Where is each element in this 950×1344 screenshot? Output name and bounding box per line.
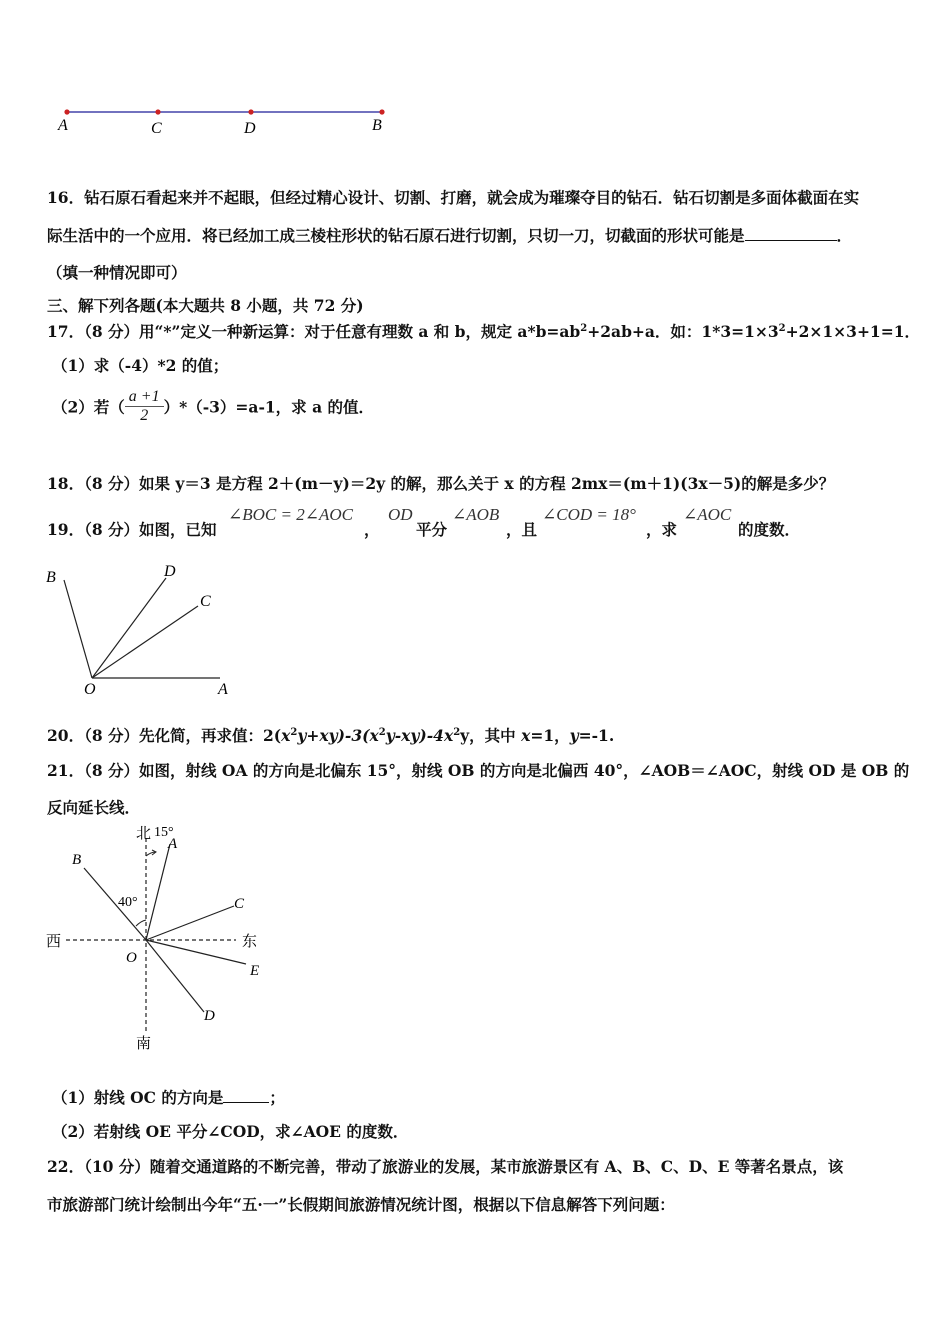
q17-fraction (125, 388, 164, 425)
q17-frac-den: 2 (140, 407, 149, 424)
q17-stem (47, 320, 920, 342)
ray-oa (146, 844, 170, 940)
ray-ob (64, 580, 92, 678)
q20-g: y-xy)-4 (385, 726, 444, 745)
q19-angle-figure (40, 560, 250, 700)
q22-line2: 市旅游部门统计绘制出今年“五·一”长假期间旅游情况统计图，根据以下信息解答下列问题： (47, 1195, 675, 1214)
q19-label-c: C (200, 593, 211, 610)
q19-text: 19．（8 分）如图，已知 (47, 520, 217, 539)
q21-line2: 反向延长线． (47, 798, 141, 817)
q17-stem-d: +2×1×3+1=1． (785, 322, 920, 341)
label-north: 北 (136, 826, 152, 842)
q17-sup1: 2 (580, 322, 588, 334)
q21-part2: （2）若射线 OE 平分∠COD，求∠AOE 的度数． (52, 1122, 409, 1141)
label-b: B (372, 117, 382, 134)
q16-line3: （填一种情况即可） (47, 263, 187, 282)
label-e: E (250, 963, 260, 979)
q20-sup2: 2 (378, 726, 386, 738)
label-a: A (168, 836, 178, 852)
q16-line2 (47, 224, 852, 246)
q20-n: =-1. (578, 726, 615, 745)
q19-label-b: B (46, 569, 56, 586)
q17-stem-a: 17．（8 分）用 (47, 322, 155, 341)
q20-a: 20．（8 分）先化简，再求值：2( (47, 726, 282, 745)
q20-d: y+xy)-3( (297, 726, 370, 745)
q20-j: y，其中 (460, 726, 522, 745)
label-a: A (58, 117, 68, 134)
q17-stem-b: “*”定义一种新运算：对于任意有理数 a 和 b，规定 a*b=ab (154, 322, 581, 341)
point-a (64, 109, 69, 114)
q20-m: y (569, 726, 579, 745)
segment-figure (40, 95, 420, 145)
label-angle-40: 40° (118, 895, 138, 910)
q21-compass-figure (40, 822, 280, 1062)
q19-label-a: A (218, 681, 228, 698)
label-angle-15: 15° (154, 825, 174, 840)
point-c (155, 109, 160, 114)
q21-answer-blank[interactable] (223, 1088, 269, 1103)
section3-title: 三、解下列各题(本大题共 8 小题，共 72 分) (47, 296, 364, 315)
q20-sup3: 2 (453, 726, 461, 738)
q17-stem-c: +2ab+a．如：1*3=1×3 (587, 322, 779, 341)
q19-label-d: D (164, 563, 176, 580)
label-east: 东 (242, 934, 258, 950)
q16-line2-end: ． (836, 226, 853, 245)
q17-sup2: 2 (778, 322, 786, 334)
label-o: O (126, 950, 137, 966)
q20-x2: x (369, 726, 379, 745)
q21-part1 (52, 1086, 285, 1108)
point-d (248, 109, 253, 114)
q20-k: x (521, 726, 531, 745)
q19-text-bisect: 平分 (416, 520, 448, 539)
q16-line1: 16．钻石原石看起来并不起眼，但经过精心设计、切割、打磨，就会成为璀璨夺目的钻石．钻石切割是多面体截面在实 (47, 188, 860, 207)
q20-x1: x (281, 726, 291, 745)
label-d: D (244, 120, 256, 137)
q20-text (47, 724, 614, 746)
q19-label-o: O (84, 681, 96, 698)
q21-line1: 21．（8 分）如图，射线 OA 的方向是北偏东 15°，射线 OB 的方向是北偏西 40°，∠AOB＝∠AOC，射线 OD 是 OB 的 (47, 761, 910, 780)
q22-line1: 22．（10 分）随着交通道路的不断完善，带动了旅游业的发展，某市旅游景区有 A、B、C、D、E 等著名景点，该 (47, 1157, 844, 1176)
q16-answer-blank[interactable] (745, 226, 837, 241)
point-b (379, 109, 384, 114)
ray-oe (146, 940, 246, 964)
ray-oc (146, 906, 234, 940)
q17-part2-b: ）*（-3）=a-1，求 a 的值． (163, 397, 375, 417)
q20-sup1: 2 (290, 726, 298, 738)
q17-frac-num: a +1 (125, 388, 164, 407)
q20-l: =1， (530, 726, 570, 745)
label-b: B (72, 852, 82, 868)
q17-part1: （1）求（-4）*2 的值； (52, 356, 229, 375)
ray-od (92, 578, 166, 678)
q21-part1-a: （1）射线 OC 的方向是 (52, 1088, 224, 1107)
ray-od (146, 940, 204, 1012)
q19-math-aoc: ∠AOC (683, 505, 732, 524)
q19-text-end: 的度数． (738, 520, 801, 539)
q20-x3: x (443, 726, 454, 745)
ray-oc (92, 606, 198, 678)
arc-40 (136, 920, 146, 926)
label-d: D (204, 1008, 215, 1024)
label-c: C (234, 896, 245, 912)
q19-math-od: OD (388, 505, 413, 524)
q19-math-boc: ∠BOC = 2∠AOC (228, 505, 353, 524)
q18-text: 18．（8 分）如果 y＝3 是方程 2＋(m－y)＝2y 的解，那么关于 x 的方程 2mx＝(m＋1)(3x－5)的解是多少？ (47, 474, 835, 493)
q21-part1-b: ； (269, 1088, 285, 1107)
label-c: C (151, 120, 162, 137)
label-west: 西 (46, 934, 62, 950)
q19-text-find: ，求 (646, 520, 678, 539)
q19-math-aob: ∠AOB (452, 505, 500, 524)
label-south: 南 (136, 1036, 152, 1052)
q17-part2-a: （2）若（ (52, 397, 125, 417)
q19-math-cod: ∠COD = 18° (542, 505, 636, 524)
q19-sep1: ， (364, 520, 380, 539)
q16-line2-text: 际生活中的一个应用．将已经加工成三棱柱形状的钻石原石进行切割，只切一刀，切截面的形状可能是 (47, 226, 745, 245)
q17-part2 (52, 388, 374, 425)
q19-text-and: ，且 (506, 520, 538, 539)
